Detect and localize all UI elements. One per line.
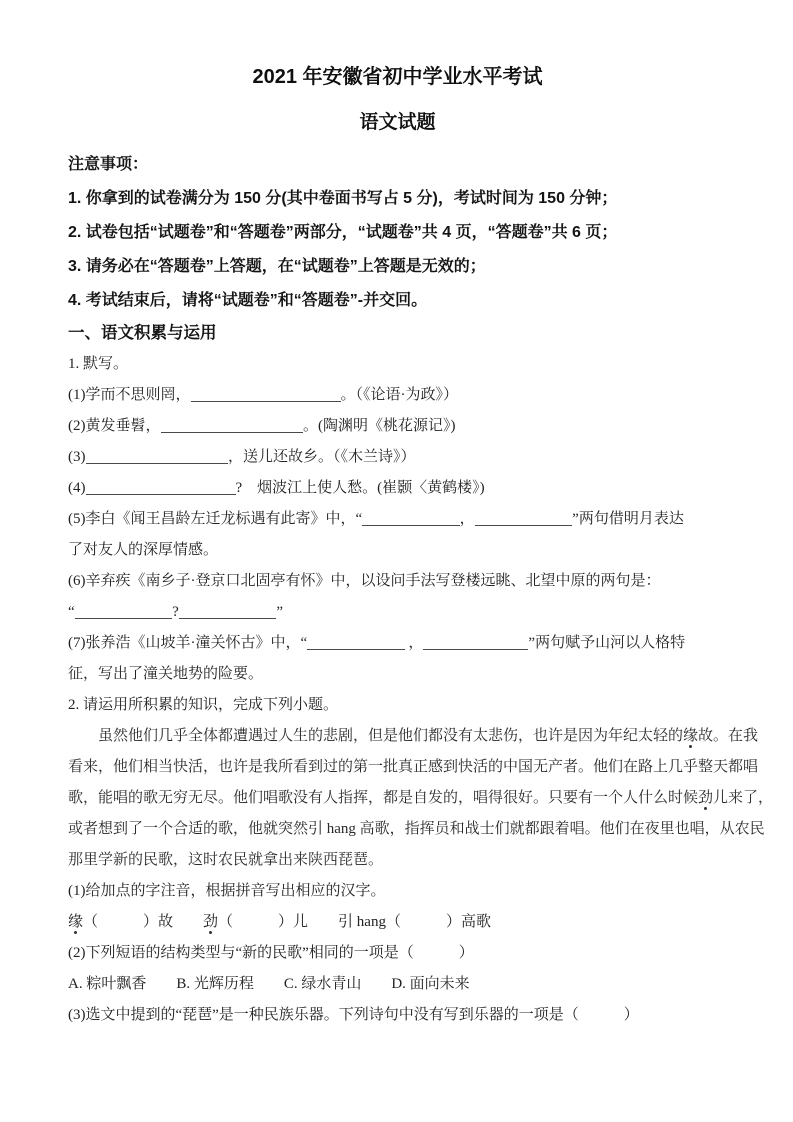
notice-item-4: 4. 考试结束后，请将“试题卷”和“答题卷”-并交回。 [68,292,428,309]
notice-item-1: 1. 你拿到的试卷满分为 150 分(其中卷面书写占 5 分)，考试时间为 150 分钟； [68,190,618,207]
notice-item-3: 3. 请务必在“答题卷”上答题，在“试题卷”上答题是无效的； [68,258,486,275]
dictation-item-2: (2)黄发垂髫， 。(陶渊明《桃花源记》) [68,418,456,434]
question-2-label: 2. 请运用所积累的知识，完成下列小题。 [68,697,339,713]
sub-question-2: (2)下列短语的结构类型与“新的民歌”相同的一项是（ ） [68,945,474,961]
emphasis-dotted-char: 劲 [203,914,219,930]
passage-line-1: 虽然他们几乎全体都遭遇过人生的悲剧，但是他们都没有太悲伤，也许是因为年纪太轻的缘故。在我 [98,728,759,744]
section-1-heading: 一、语文积累与运用 [68,324,217,342]
notice-heading: 注意事项： [68,156,149,173]
dictation-item-3: (3) ，送儿还故乡。（《木兰诗》） [68,449,416,465]
passage-line-3: 歌，能唱的歌无穷无尽。他们唱歌没有人指挥，都是自发的，唱得很好。只要有一个人什么时候劲儿来了， [68,790,774,806]
dictation-item-4: (4) ? 烟波江上使人愁。(崔颢〈黄鹤楼》) [68,480,485,496]
dictation-item-5-line-1: (5)李白《闻王昌龄左迁龙标遇有此寄》中，“ ， ”两句借明月表达 [68,511,684,527]
page-subtitle: 语文试题 [359,112,436,133]
emphasis-dotted-char: 劲 [698,790,714,806]
question-1-label: 1. 默写。 [68,356,129,372]
choice-options-line: A. 粽叶飘香 B. 光辉历程 C. 绿水青山 D. 面向未来 [68,976,470,992]
fill-in-blank [307,645,405,650]
page-title: 2021 年安徽省初中学业水平考试 [252,66,543,88]
dictation-item-6-line-1: (6)辛弃疾《南乡子·登京口北固亭有怀》中，以设问手法写登楼远眺、北望中原的两句是： [68,573,661,589]
notice-item-2: 2. 试卷包括“试题卷”和“答题卷”两部分，“试题卷”共 4 页，“答题卷”共 6 页； [68,224,618,241]
fill-in-blank [362,521,460,526]
fill-in-blank [179,614,277,619]
sub-question-1: (1)给加点的字注音，根据拼音写出相应的汉字。 [68,883,386,899]
dictation-item-1: (1)学而不思则罔， 。（《论语·为政》） [68,387,458,403]
pinyin-answer-line: 缘（ ）故 劲（ ）儿 引 hang（ ）高歌 [68,914,491,930]
dictation-item-5-line-2: 了对友人的深厚情感。 [68,542,219,558]
passage-line-2: 看来，他们相当快活，也许是我所看到过的第一批真正感到快活的中国无产者。他们在路上几乎整天都唱 [68,759,759,775]
passage-line-5: 那里学新的民歌，这时农民就拿出来陕西琵琶。 [68,852,384,868]
fill-in-blank [475,521,573,526]
fill-in-blank [86,459,229,464]
notice-block [68,148,727,318]
sub-question-3: (3)选文中提到的“琵琶”是一种民族乐器。下列诗句中没有写到乐器的一项是（ ） [68,1007,639,1023]
dictation-item-7-line-1: (7)张养浩《山坡羊·潼关怀古》中，“ ， ”两句赋予山河以人格特 [68,635,686,651]
passage-line-4: 或者想到了一个合适的歌，他就突然引 hang 高歌，指挥员和战士们就都跟着唱。他们在夜里也唱，从农民 [68,821,765,837]
emphasis-dotted-char: 缘 [68,914,84,930]
fill-in-blank [423,645,528,650]
fill-in-blank [191,397,341,402]
fill-in-blank [86,490,236,495]
fill-in-blank [161,428,304,433]
dictation-item-6-line-2: “ ? ” [68,604,284,620]
emphasis-dotted-char: 缘 [683,728,699,744]
fill-in-blank [75,614,173,619]
dictation-item-7-line-2: 征，写出了潼关地势的险要。 [68,666,264,682]
